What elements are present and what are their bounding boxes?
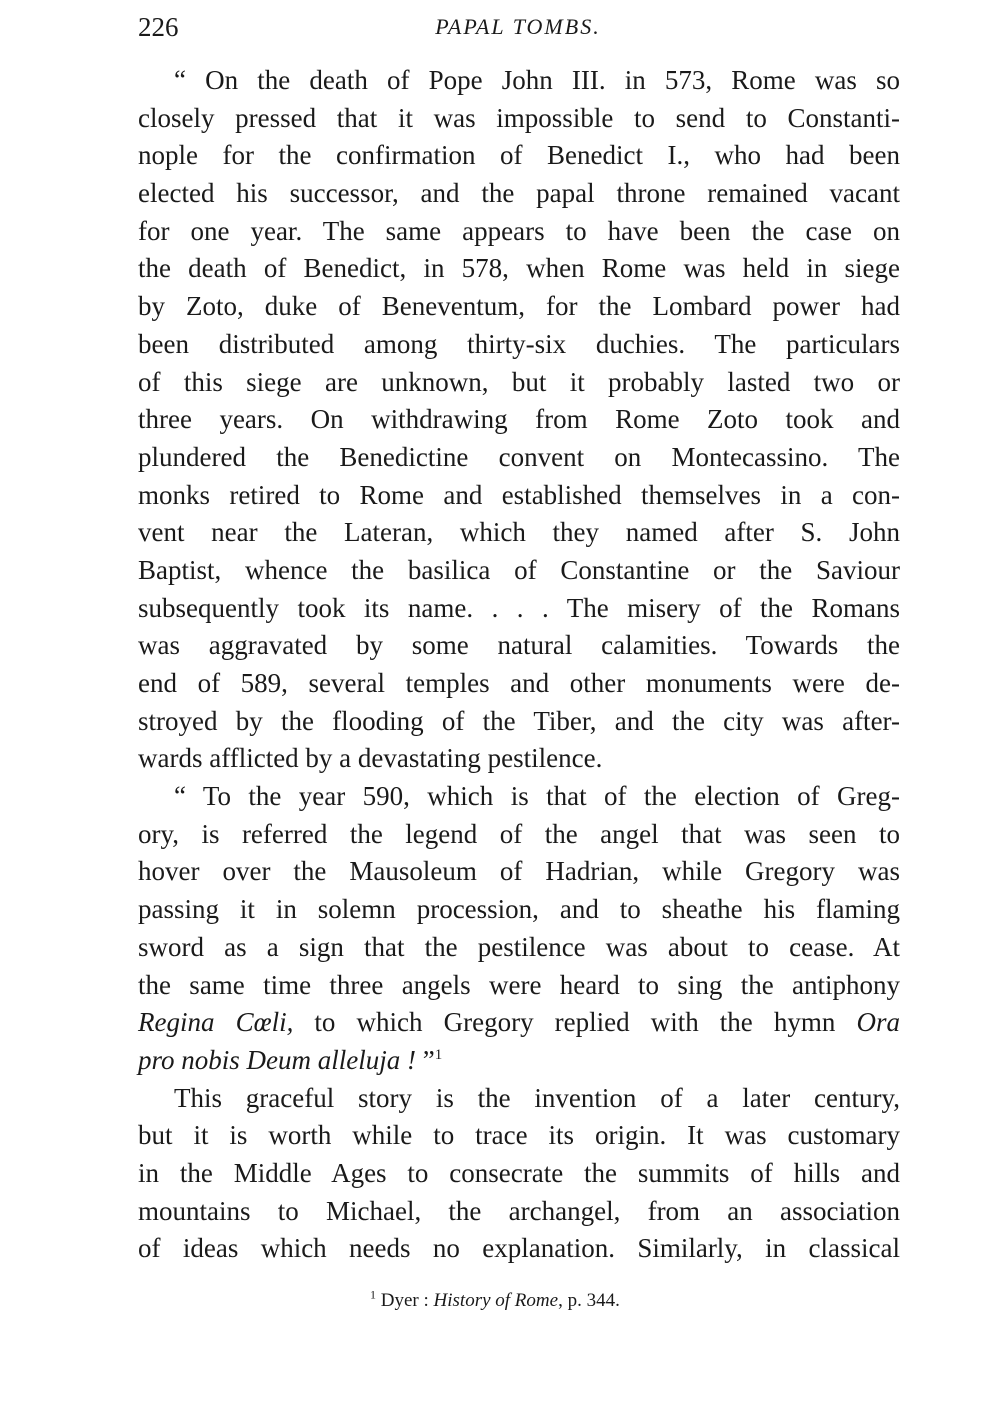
- text-line: for one year. The same appears to have been the case on: [138, 215, 900, 246]
- body-text: [138, 62, 900, 1268]
- text-line: plundered the Benedictine convent on Montecassino. The: [138, 441, 900, 472]
- text-line: of this siege are unknown, but it probably lasted two or: [138, 366, 900, 397]
- text-line: subsequently took its name. . . . The misery of the Romans: [138, 592, 900, 623]
- text-line: end of 589, several temples and other monuments were de-: [138, 668, 900, 698]
- italic-hymn-end: pro nobis Deum alleluja !: [138, 1044, 416, 1075]
- text-line: Baptist, whence the basilica of Constantine or the Saviour: [138, 554, 900, 585]
- text-line: in the Middle Ages to consecrate the summits of hills and: [138, 1157, 900, 1188]
- text-line: “ On the death of Pope John III. in 573, Rome was so: [174, 65, 900, 95]
- text-line: the death of Benedict, in 578, when Rome was held in siege: [138, 253, 900, 284]
- footnote-page: , p. 344.: [558, 1290, 620, 1311]
- text-line: [138, 1004, 900, 1042]
- text-line: vent near the Lateran, which they named after S. John: [138, 517, 900, 548]
- text-line: closely pressed that it was impossible to send to Constanti-: [138, 102, 900, 133]
- footnote-title: History of Rome: [433, 1290, 559, 1311]
- page-number: 226: [138, 12, 179, 42]
- text-line: was aggravated by some natural calamities. Towards the: [138, 630, 900, 661]
- text-line: nople for the confirmation of Benedict I., who had been: [138, 140, 900, 171]
- text-line: sword as a sign that the pestilence was about to cease. At: [138, 931, 900, 962]
- text-line: ory, is referred the legend of the angel that was seen to: [138, 818, 900, 849]
- footnote: [370, 1287, 620, 1312]
- text-line: monks retired to Rome and established themselves in a con-: [138, 479, 900, 510]
- text-line: of ideas which needs no explanation. Similarly, in classical: [138, 1233, 900, 1264]
- closing-quote: ”: [415, 1044, 435, 1075]
- text-line: wards afflicted by a devastating pestilence.: [138, 743, 603, 774]
- running-title: PAPAL TOMBS.: [435, 14, 601, 39]
- text-line: mountains to Michael, the archangel, from an association: [138, 1195, 900, 1226]
- text-line: elected his successor, and the papal throne remained vacant: [138, 178, 900, 209]
- text-line: [138, 1042, 900, 1080]
- italic-antiphony-title: Regina Cœli,: [138, 1007, 294, 1038]
- text-line: the same time three angels were heard to sing the antiphony: [138, 969, 900, 1000]
- footnote-reference: 1: [434, 1046, 443, 1063]
- text-line: stroyed by the flooding of the Tiber, and the city was after-: [138, 705, 900, 736]
- text-line: passing it in solemn procession, and to sheathe his flaming: [138, 894, 900, 925]
- italic-hymn-start: Ora: [856, 1007, 900, 1038]
- text-segment: to which Gregory replied with the hymn: [293, 1007, 857, 1038]
- text-line: This graceful story is the invention of a later century,: [174, 1082, 900, 1113]
- text-line: by Zoto, duke of Beneventum, for the Lombard power had: [138, 291, 900, 322]
- text-line: been distributed among thirty-six duchies. The particulars: [138, 328, 900, 359]
- text-line: but it is worth while to trace its origin. It was customary: [138, 1120, 900, 1151]
- text-line: “ To the year 590, which is that of the election of Greg-: [174, 781, 900, 812]
- footnote-mark: 1: [370, 1287, 376, 1302]
- text-line: hover over the Mausoleum of Hadrian, while Gregory was: [138, 856, 900, 887]
- page-header: [138, 12, 898, 52]
- text-line: three years. On withdrawing from Rome Zoto took and: [138, 404, 900, 435]
- footnote-author: Dyer :: [380, 1290, 434, 1311]
